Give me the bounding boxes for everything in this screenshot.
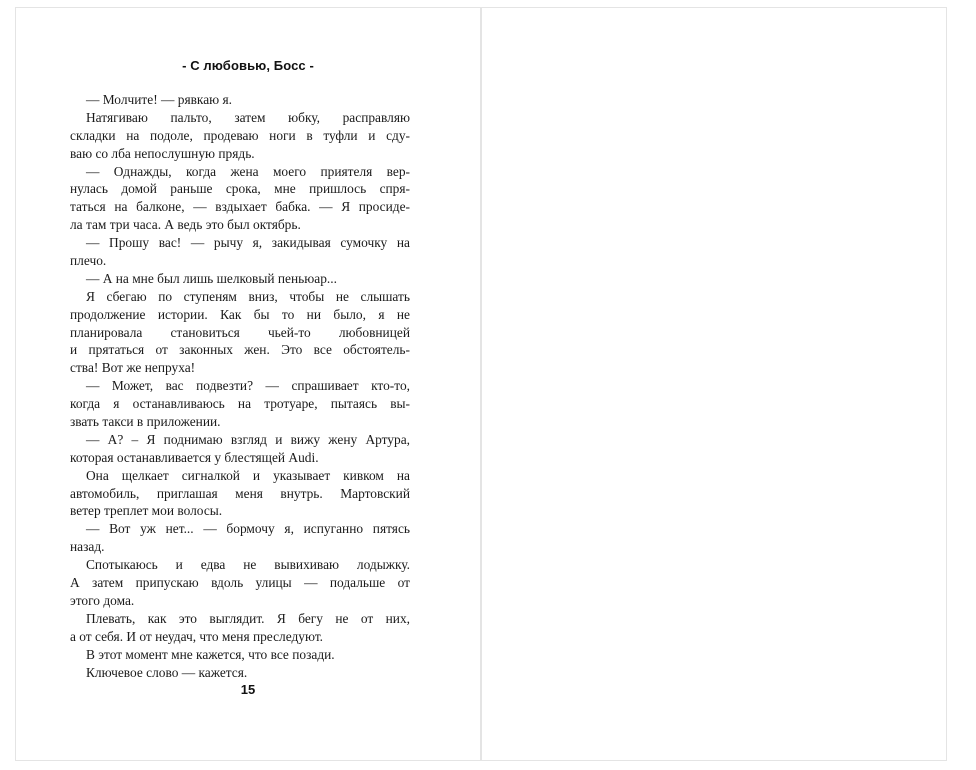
text-line: звать такси в приложении. — [70, 414, 221, 430]
text-line: ваю со лба непослушную прядь. — [70, 145, 255, 161]
page-text — [70, 91, 410, 681]
text-line: а от себя. И от неудач, что меня преследуют. — [70, 628, 324, 644]
text-line: Натягиваю пальто, затем юбку, расправляю — [86, 109, 410, 125]
text-line: ветер треплет мои волосы. — [70, 503, 223, 519]
text-line: когда я останавливаюсь на тротуаре, пытаясь вы- — [70, 396, 410, 412]
text-line: Ключевое слово — кажется. — [86, 664, 248, 680]
text-line: этого дома. — [70, 592, 135, 608]
right-page-blank — [481, 7, 947, 761]
text-line: Спотыкаюсь и едва не вывихиваю лодыжку. — [86, 557, 410, 573]
text-line: нулась домой раньше срока, мне пришлось спря- — [70, 181, 410, 197]
text-line: — Может, вас подвезти? — спрашивает кто-то, — [86, 378, 410, 394]
text-line: В этот момент мне кажется, что все позади. — [86, 646, 335, 662]
text-line: и прятаться от законных жен. Это все обстоятель- — [70, 342, 410, 358]
text-line: — А? – Я поднимаю взгляд и вижу жену Артура, — [86, 431, 410, 447]
page-number: 15 — [240, 682, 256, 697]
text-line: складки на подоле, продеваю ноги в туфли и сду- — [70, 127, 410, 143]
text-line: ства! Вот же непруха! — [70, 360, 196, 376]
running-header: - С любовью, Босс - — [182, 58, 314, 73]
text-line: Плевать, как это выглядит. Я бегу не от них, — [86, 610, 410, 626]
text-line: ла там три часа. А ведь это был октябрь. — [70, 217, 301, 233]
text-line: А затем припускаю вдоль улицы — подальше от — [70, 575, 410, 591]
text-line: автомобиль, приглашая меня внутрь. Мартовский — [70, 485, 410, 501]
text-line: которая останавливается у блестящей Audi. — [70, 449, 319, 465]
left-page — [15, 7, 481, 761]
text-line: — Вот уж нет... — бормочу я, испуганно пятясь — [86, 521, 410, 537]
text-line: плечо. — [70, 253, 107, 269]
text-line: Она щелкает сигналкой и указывает кивком на — [86, 467, 410, 483]
text-line: Я сбегаю по ступеням вниз, чтобы не слышать — [86, 288, 410, 304]
text-line: назад. — [70, 539, 105, 555]
text-line: — Прошу вас! — рычу я, закидывая сумочку на — [86, 235, 410, 251]
text-line: таться на балконе, — вздыхает бабка. — Я просиде- — [70, 199, 410, 215]
text-line: планировала становиться чьей-то любовницей — [70, 324, 410, 340]
text-line: продолжение истории. Как бы то ни было, я не — [70, 306, 410, 322]
text-line: — Однажды, когда жена моего приятеля вер- — [86, 163, 410, 179]
text-line: — А на мне был лишь шелковый пеньюар... — [86, 270, 337, 286]
text-line: — Молчите! — рявкаю я. — [86, 92, 233, 107]
